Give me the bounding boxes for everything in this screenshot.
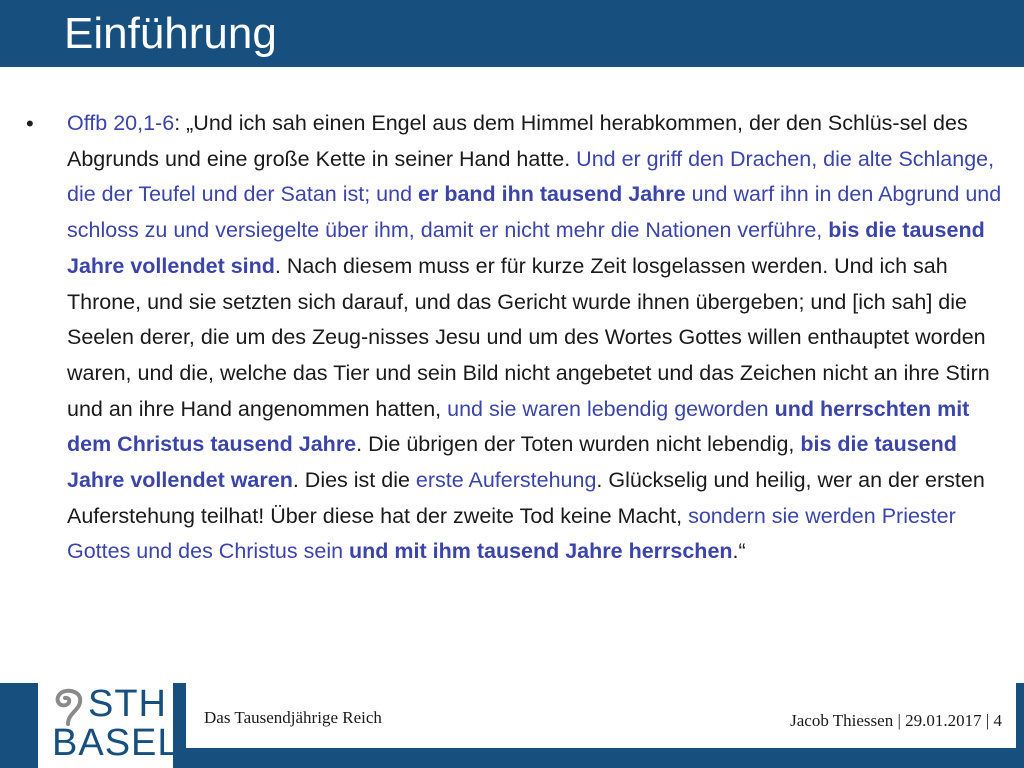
logo-text-sth: STH	[88, 683, 167, 725]
presentation-title: Das Tausendjährige Reich	[204, 708, 382, 727]
spiral-logo-icon	[50, 686, 86, 726]
footer-panel	[186, 683, 1016, 748]
scripture-quote	[67, 106, 1016, 570]
text-segment: . Dies ist die	[292, 468, 416, 493]
text-segment: und sie waren lebendig geworden	[447, 396, 775, 421]
text-segment: er band ihn tausend Jahre	[418, 182, 686, 207]
text-segment: und mit ihm tausend Jahre herrschen	[349, 539, 733, 564]
text-segment: bis die tausend Jahre vollendet waren	[67, 432, 957, 493]
logo-text-basel: BASEL	[52, 722, 180, 764]
text-segment: bis die tausend Jahre vollendet sind	[67, 218, 985, 278]
text-segment: : „Und ich sah einen Engel aus dem Himmel herabkommen, der den Schlüs-sel des Abgrunds und eine große Kette in seiner Hand hatte.	[67, 111, 968, 171]
text-segment: und warf ihn in den Abgrund und schloss zu und versiegelte über ihm, damit er nicht mehr die Nationen verführe,	[67, 182, 1002, 243]
slide-title: Einführung	[64, 9, 277, 58]
text-segment: und herrschten mit dem Christus tausend Jahre	[67, 396, 970, 457]
text-segment: Offb 20,1-6	[67, 111, 175, 135]
text-segment: erste Auferstehung	[415, 468, 597, 493]
bullet-item	[26, 106, 1016, 570]
text-segment: Und er griff den Drachen, die alte Schlange, die der Teufel und der Satan ist; und	[67, 146, 995, 207]
bullet-icon: •	[26, 111, 34, 136]
text-segment: sondern sie werden Priester Gottes und des Christus sein	[67, 503, 956, 564]
text-segment: . Die übrigen der Toten wurden nicht lebendig,	[356, 432, 801, 457]
author-date-page: Jacob Thiessen | 29.01.2017 | 4	[790, 711, 1002, 730]
slide-content	[26, 106, 1016, 570]
text-segment: . Nach diesem muss er für kurze Zeit losgelassen werden. Und ich sah Throne, und sie setzten sich darauf, und das Gericht wurde ihnen übergeben; und [ich sah] die Seelen derer, die um des Zeug-nisses Jesu und um des Wortes Gottes willen enthauptet worden waren, und die, welche das Tier und sein Bild nicht angebetet und das Zeichen nicht an ihre Stirn und an ihre Hand angenommen hatten,	[67, 253, 990, 421]
title-bar	[0, 0, 1024, 67]
footer-bar	[0, 683, 1024, 768]
sth-basel-logo	[38, 683, 180, 768]
text-segment: . Glückselig und heilig, wer an der ersten Auferstehung teilhat! Über diese hat der zweite Tod keine Macht,	[67, 468, 985, 528]
text-segment: .“	[732, 539, 746, 564]
